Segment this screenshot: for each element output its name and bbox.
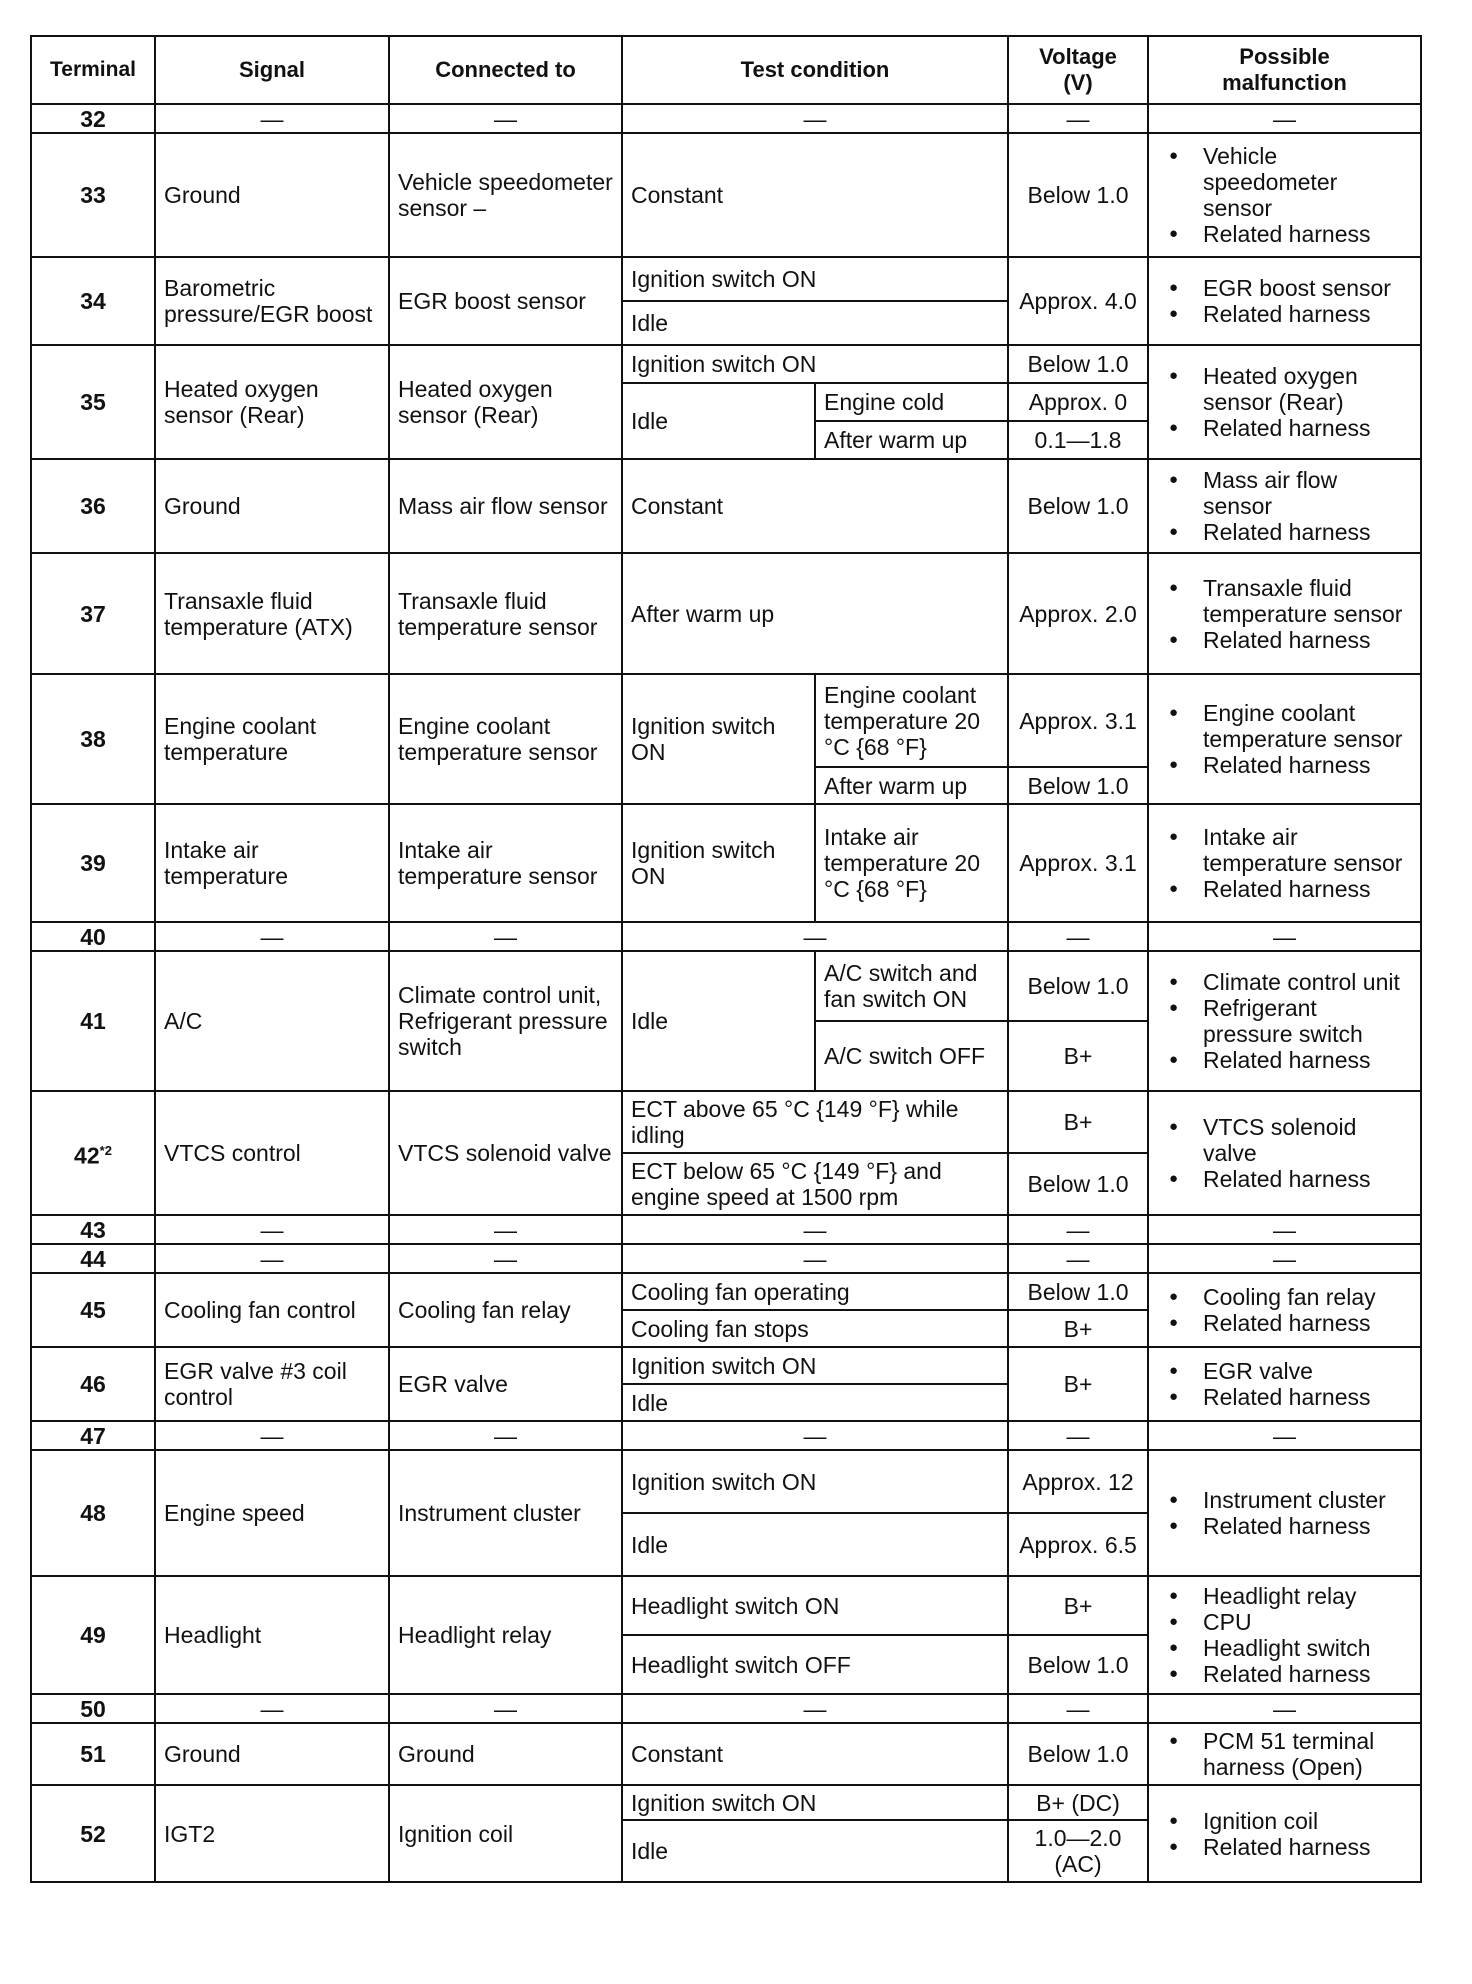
terminal-number: 51 [31,1723,155,1785]
signal-cell: — [155,922,389,951]
malfunction-item: ● Related harness [1203,1513,1412,1539]
connected-cell: VTCS solenoid valve [389,1091,622,1215]
voltage-cell: B+ (DC) [1008,1785,1148,1820]
voltage-cell: — [1008,1421,1148,1450]
table-row-47 [31,1421,1421,1450]
connected-cell: Cooling fan relay [389,1273,622,1347]
test-cell: ECT above 65 °C {149 °F} while idling [622,1091,1008,1153]
terminal-number: 48 [31,1450,155,1576]
malfunction-item: ● Ignition coil [1203,1808,1412,1834]
test-cell: — [622,1694,1008,1723]
voltage-cell: Below 1.0 [1008,1153,1148,1215]
malfunction-cell [1148,804,1421,922]
connected-cell: Instrument cluster [389,1450,622,1576]
signal-cell: — [155,1694,389,1723]
malfunction-item: ● Related harness [1203,876,1412,902]
malfunction-item: ● CPU [1203,1609,1412,1635]
table-row-49 [31,1576,1421,1635]
voltage-cell: 0.1—1.8 [1008,421,1148,459]
terminal-number: 52 [31,1785,155,1882]
test-cell: Constant [622,459,1008,553]
malfunction-item: ● Related harness [1203,1384,1412,1410]
voltage-cell: B+ [1008,1576,1148,1635]
malfunction-item: ● Climate control unit [1203,969,1412,995]
header-terminal: Terminal [31,36,155,104]
signal-cell: EGR valve #3 coil control [155,1347,389,1421]
connected-cell: Vehicle speedometer sensor – [389,133,622,257]
test-cell: Cooling fan stops [622,1310,1008,1347]
connected-cell: Intake air temperature sensor [389,804,622,922]
connected-cell: Headlight relay [389,1576,622,1694]
malfunction-cell [1148,1450,1421,1576]
malfunction-item: ● Related harness [1203,752,1412,778]
signal-cell: Ground [155,133,389,257]
voltage-cell: B+ [1008,1347,1148,1421]
terminal-number: 42$^{*2}$ [31,1091,155,1215]
test-subcondition: A/C switch OFF [815,1021,1008,1091]
malfunction-cell [1148,1091,1421,1215]
malfunction-item: ● Instrument cluster [1203,1487,1412,1513]
test-cell: Constant [622,133,1008,257]
table-row-44 [31,1244,1421,1273]
voltage-cell: Approx. 4.0 [1008,257,1148,345]
table-row-52 [31,1785,1421,1820]
test-cell: — [622,1421,1008,1450]
malfunction-item: ● Heated oxygen sensor (Rear) [1203,363,1412,415]
signal-cell: — [155,104,389,133]
header-row [31,36,1421,104]
table-row-46 [31,1347,1421,1384]
voltage-cell: 1.0—2.0 (AC) [1008,1820,1148,1882]
malfunction-item: ● Related harness [1203,519,1412,545]
voltage-cell: B+ [1008,1021,1148,1091]
test-cell: Ignition switch ON [622,345,1008,383]
test-cell: Cooling fan operating [622,1273,1008,1310]
connected-cell: — [389,1215,622,1244]
test-subcondition: After warm up [815,767,1008,804]
malfunction-cell [1148,674,1421,804]
test-cell: Idle [622,301,1008,345]
voltage-cell: Below 1.0 [1008,951,1148,1021]
malfunction-cell [1148,1723,1421,1785]
voltage-cell: Below 1.0 [1008,1273,1148,1310]
malfunction-cell: — [1148,104,1421,133]
voltage-cell: B+ [1008,1091,1148,1153]
terminal-number: 39 [31,804,155,922]
table-row-41 [31,951,1421,1021]
malfunction-item: ● Related harness [1203,1166,1412,1192]
test-cell: Idle [622,383,815,459]
voltage-cell: Approx. 3.1 [1008,804,1148,922]
signal-cell: Headlight [155,1576,389,1694]
terminal-number: 37 [31,553,155,674]
test-subcondition: Engine coolant temperature 20 °C {68 °F} [815,674,1008,767]
header-signal: Signal [155,36,389,104]
malfunction-cell [1148,951,1421,1091]
malfunction-cell [1148,257,1421,345]
voltage-cell: — [1008,1215,1148,1244]
terminal-number: 44 [31,1244,155,1273]
test-cell: — [622,1244,1008,1273]
table-row-34 [31,257,1421,301]
voltage-cell: Below 1.0 [1008,133,1148,257]
voltage-cell: Below 1.0 [1008,459,1148,553]
signal-cell: — [155,1215,389,1244]
test-cell: Ignition switch ON [622,674,815,804]
table-row-50 [31,1694,1421,1723]
malfunction-item: ● Cooling fan relay [1203,1284,1412,1310]
connected-cell: Mass air flow sensor [389,459,622,553]
connected-cell: — [389,104,622,133]
terminal-number: 43 [31,1215,155,1244]
connected-cell: EGR valve [389,1347,622,1421]
terminal-number: 36 [31,459,155,553]
malfunction-item: ● PCM 51 terminal harness (Open) [1203,1728,1412,1780]
malfunction-cell [1148,553,1421,674]
malfunction-item: ● VTCS solenoid valve [1203,1114,1412,1166]
terminal-number: 32 [31,104,155,133]
table-row-51 [31,1723,1421,1785]
table-row-48 [31,1450,1421,1513]
test-cell: After warm up [622,553,1008,674]
signal-cell: IGT2 [155,1785,389,1882]
malfunction-item: ● Related harness [1203,1047,1412,1073]
malfunction-item: ● Related harness [1203,1310,1412,1336]
voltage-cell: — [1008,922,1148,951]
malfunction-cell [1148,1347,1421,1421]
header-test-condition: Test condition [622,36,1008,104]
voltage-cell: Approx. 2.0 [1008,553,1148,674]
test-subcondition: After warm up [815,421,1008,459]
table-row-45 [31,1273,1421,1310]
connected-cell: — [389,1421,622,1450]
table-row-35 [31,345,1421,383]
malfunction-item: ● Related harness [1203,1834,1412,1860]
terminal-number: 40 [31,922,155,951]
malfunction-item: ● Mass air flow sensor [1203,467,1412,519]
voltage-cell: Approx. 0 [1008,383,1148,421]
connected-cell: Ignition coil [389,1785,622,1882]
malfunction-cell [1148,1576,1421,1694]
table-row-39 [31,804,1421,922]
test-cell: Headlight switch OFF [622,1635,1008,1694]
malfunction-item: ● Engine coolant temperature sensor [1203,700,1412,752]
malfunction-item: ● EGR boost sensor [1203,275,1412,301]
test-subcondition: Engine cold [815,383,1008,421]
signal-cell: Heated oxygen sensor (Rear) [155,345,389,459]
test-cell: Ignition switch ON [622,804,815,922]
malfunction-cell: — [1148,922,1421,951]
voltage-cell: Approx. 6.5 [1008,1513,1148,1576]
malfunction-item: ● EGR valve [1203,1358,1412,1384]
terminal-number: 45 [31,1273,155,1347]
malfunction-cell: — [1148,1244,1421,1273]
test-cell: Idle [622,1820,1008,1882]
voltage-cell: Below 1.0 [1008,767,1148,804]
test-cell: Headlight switch ON [622,1576,1008,1635]
malfunction-cell: — [1148,1694,1421,1723]
signal-cell: A/C [155,951,389,1091]
table-row-40 [31,922,1421,951]
table-row-42 [31,1091,1421,1153]
voltage-cell: Below 1.0 [1008,1723,1148,1785]
signal-cell: Intake air temperature [155,804,389,922]
test-cell: Idle [622,1513,1008,1576]
voltage-cell: B+ [1008,1310,1148,1347]
signal-cell: Transaxle fluid temperature (ATX) [155,553,389,674]
malfunction-cell [1148,459,1421,553]
terminal-number: 47 [31,1421,155,1450]
terminal-number: 38 [31,674,155,804]
terminal-table-sheet [30,35,1420,1883]
signal-cell: Ground [155,459,389,553]
table-row-36 [31,459,1421,553]
connected-cell: Heated oxygen sensor (Rear) [389,345,622,459]
voltage-cell: — [1008,1244,1148,1273]
table-row-33 [31,133,1421,257]
malfunction-item: ● Related harness [1203,627,1412,653]
terminal-number: 34 [31,257,155,345]
malfunction-item: ● Related harness [1203,415,1412,441]
header-possible-malfunction: Possible malfunction [1148,36,1421,104]
table-row-43 [31,1215,1421,1244]
footnote-mark: *2 [99,1142,112,1158]
terminal-number: 46 [31,1347,155,1421]
malfunction-item: ● Related harness [1203,301,1412,327]
header-connected-to: Connected to [389,36,622,104]
connected-cell: EGR boost sensor [389,257,622,345]
test-cell: Ignition switch ON [622,257,1008,301]
test-cell: Idle [622,1384,1008,1421]
test-cell: Idle [622,951,815,1091]
signal-cell: — [155,1421,389,1450]
terminal-voltage-table [30,35,1422,1883]
header-voltage: Voltage (V) [1008,36,1148,104]
test-subcondition: Intake air temperature 20 °C {68 °F} [815,804,1008,922]
signal-cell: Engine coolant temperature [155,674,389,804]
signal-cell: — [155,1244,389,1273]
voltage-cell: — [1008,1694,1148,1723]
test-subcondition: A/C switch and fan switch ON [815,951,1008,1021]
test-cell: Ignition switch ON [622,1450,1008,1513]
connected-cell: Engine coolant temperature sensor [389,674,622,804]
terminal-number: 49 [31,1576,155,1694]
malfunction-item: ● Headlight relay [1203,1583,1412,1609]
signal-cell: Barometric pressure/EGR boost [155,257,389,345]
test-cell: — [622,922,1008,951]
connected-cell: Ground [389,1723,622,1785]
signal-cell: Cooling fan control [155,1273,389,1347]
malfunction-cell [1148,1785,1421,1882]
test-cell: — [622,1215,1008,1244]
test-cell: Ignition switch ON [622,1347,1008,1384]
table-row-37 [31,553,1421,674]
voltage-cell: Below 1.0 [1008,1635,1148,1694]
connected-cell: Climate control unit, Refrigerant pressure switch [389,951,622,1091]
malfunction-cell: — [1148,1421,1421,1450]
malfunction-item: ● Vehicle speedometer sensor [1203,143,1412,221]
signal-cell: Ground [155,1723,389,1785]
test-cell: Ignition switch ON [622,1785,1008,1820]
test-cell: Constant [622,1723,1008,1785]
signal-cell: Engine speed [155,1450,389,1576]
voltage-cell: Approx. 3.1 [1008,674,1148,767]
malfunction-cell [1148,133,1421,257]
malfunction-item: ● Headlight switch [1203,1635,1412,1661]
malfunction-cell [1148,345,1421,459]
table-row-38 [31,674,1421,767]
malfunction-item: ● Related harness [1203,1661,1412,1687]
table-row-32 [31,104,1421,133]
connected-cell: — [389,922,622,951]
terminal-number: 50 [31,1694,155,1723]
malfunction-item: ● Refrigerant pressure switch [1203,995,1412,1047]
voltage-cell: Approx. 12 [1008,1450,1148,1513]
connected-cell: — [389,1244,622,1273]
voltage-cell: Below 1.0 [1008,345,1148,383]
test-cell: ECT below 65 °C {149 °F} and engine speed at 1500 rpm [622,1153,1008,1215]
malfunction-item: ● Intake air temperature sensor [1203,824,1412,876]
terminal-number: 33 [31,133,155,257]
connected-cell: — [389,1694,622,1723]
terminal-number: 41 [31,951,155,1091]
malfunction-cell [1148,1273,1421,1347]
test-cell: — [622,104,1008,133]
malfunction-item: ● Transaxle fluid temperature sensor [1203,575,1412,627]
connected-cell: Transaxle fluid temperature sensor [389,553,622,674]
voltage-cell: — [1008,104,1148,133]
malfunction-item: ● Related harness [1203,221,1412,247]
malfunction-cell: — [1148,1215,1421,1244]
signal-cell: VTCS control [155,1091,389,1215]
terminal-number: 35 [31,345,155,459]
